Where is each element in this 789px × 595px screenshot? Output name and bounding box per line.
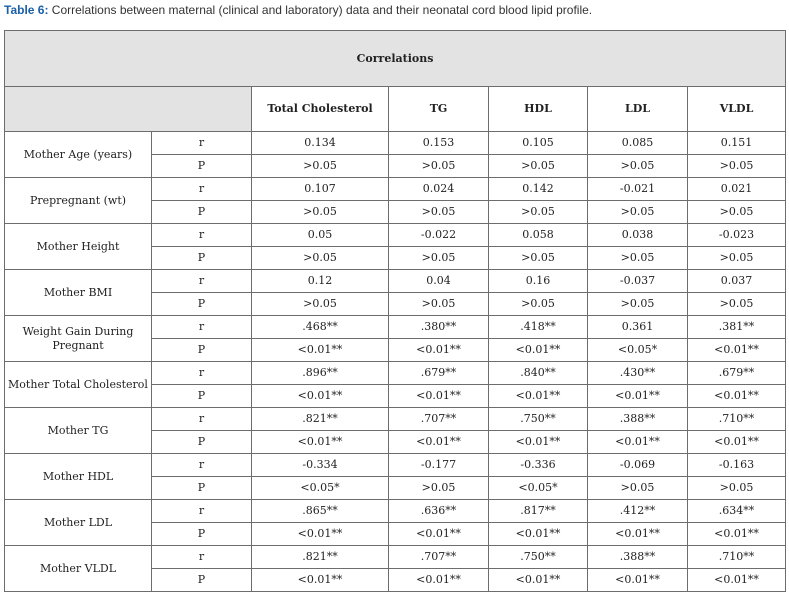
variable-name: Mother LDL [5, 500, 152, 546]
stat-label-p: P [152, 569, 252, 592]
p-value-cell: <0.01** [688, 385, 786, 408]
r-value-cell: 0.107 [252, 178, 389, 201]
correlations-table [4, 30, 786, 592]
r-value-cell: 0.037 [688, 270, 786, 293]
p-value-cell: <0.01** [489, 523, 588, 546]
p-value-cell: <0.01** [389, 523, 489, 546]
r-value-cell: 0.085 [588, 132, 688, 155]
p-value-cell: <0.01** [252, 339, 389, 362]
stat-label-r: r [152, 454, 252, 477]
table-row [5, 362, 786, 385]
r-value-cell: -0.037 [588, 270, 688, 293]
stat-label-r: r [152, 132, 252, 155]
p-value-cell: >0.05 [688, 247, 786, 270]
p-value-cell: >0.05 [688, 201, 786, 224]
p-value-cell: <0.01** [252, 569, 389, 592]
p-value-cell: <0.05* [588, 339, 688, 362]
stat-label-r: r [152, 546, 252, 569]
r-value-cell: .412** [588, 500, 688, 523]
r-value-cell: -0.023 [688, 224, 786, 247]
p-value-cell: <0.01** [688, 431, 786, 454]
p-value-cell: >0.05 [588, 155, 688, 178]
r-value-cell: 0.142 [489, 178, 588, 201]
r-value-cell: .388** [588, 546, 688, 569]
p-value-cell: <0.01** [252, 523, 389, 546]
p-value-cell: >0.05 [252, 201, 389, 224]
p-value-cell: <0.01** [688, 523, 786, 546]
p-value-cell: >0.05 [489, 247, 588, 270]
r-value-cell: .707** [389, 546, 489, 569]
stat-label-p: P [152, 293, 252, 316]
table-title: Correlations [5, 31, 786, 87]
r-value-cell: .636** [389, 500, 489, 523]
p-value-cell: <0.01** [489, 385, 588, 408]
r-value-cell: .821** [252, 546, 389, 569]
r-value-cell: .817** [489, 500, 588, 523]
stat-label-r: r [152, 362, 252, 385]
p-value-cell: >0.05 [489, 293, 588, 316]
table-row [5, 500, 786, 523]
r-value-cell: .430** [588, 362, 688, 385]
r-value-cell: .821** [252, 408, 389, 431]
table-caption [4, 3, 592, 17]
p-value-cell: <0.01** [489, 339, 588, 362]
p-value-cell: >0.05 [489, 201, 588, 224]
column-header: LDL [588, 87, 688, 132]
r-value-cell: 0.12 [252, 270, 389, 293]
r-value-cell: 0.058 [489, 224, 588, 247]
p-value-cell: <0.01** [252, 385, 389, 408]
table-row [5, 408, 786, 431]
p-value-cell: <0.05* [252, 477, 389, 500]
p-value-cell: >0.05 [688, 293, 786, 316]
r-value-cell: 0.134 [252, 132, 389, 155]
variable-name: Mother Age (years) [5, 132, 152, 178]
r-value-cell: -0.336 [489, 454, 588, 477]
p-value-cell: >0.05 [588, 293, 688, 316]
stat-label-p: P [152, 247, 252, 270]
p-value-cell: >0.05 [252, 293, 389, 316]
r-value-cell: .710** [688, 408, 786, 431]
variable-name: Mother Height [5, 224, 152, 270]
stat-label-p: P [152, 385, 252, 408]
p-value-cell: <0.01** [389, 339, 489, 362]
r-value-cell: .388** [588, 408, 688, 431]
p-value-cell: >0.05 [588, 201, 688, 224]
stat-label-p: P [152, 201, 252, 224]
r-value-cell: .750** [489, 546, 588, 569]
p-value-cell: <0.01** [688, 339, 786, 362]
p-value-cell: <0.01** [389, 431, 489, 454]
p-value-cell: >0.05 [389, 247, 489, 270]
p-value-cell: >0.05 [389, 155, 489, 178]
r-value-cell: .679** [389, 362, 489, 385]
r-value-cell: .896** [252, 362, 389, 385]
table-row [5, 270, 786, 293]
stat-label-p: P [152, 477, 252, 500]
p-value-cell: <0.01** [489, 569, 588, 592]
r-value-cell: 0.038 [588, 224, 688, 247]
p-value-cell: >0.05 [389, 293, 489, 316]
p-value-cell: <0.01** [588, 569, 688, 592]
column-header: Total Cholesterol [252, 87, 389, 132]
p-value-cell: >0.05 [489, 155, 588, 178]
stat-label-p: P [152, 155, 252, 178]
r-value-cell: -0.021 [588, 178, 688, 201]
p-value-cell: >0.05 [252, 155, 389, 178]
variable-name: Mother BMI [5, 270, 152, 316]
p-value-cell: <0.01** [588, 431, 688, 454]
p-value-cell: <0.01** [588, 385, 688, 408]
p-value-cell: <0.01** [588, 523, 688, 546]
variable-name: Prepregnant (wt) [5, 178, 152, 224]
r-value-cell: -0.334 [252, 454, 389, 477]
stat-label-r: r [152, 408, 252, 431]
r-value-cell: 0.16 [489, 270, 588, 293]
r-value-cell: -0.022 [389, 224, 489, 247]
r-value-cell: 0.361 [588, 316, 688, 339]
r-value-cell: .707** [389, 408, 489, 431]
p-value-cell: >0.05 [389, 201, 489, 224]
r-value-cell: 0.153 [389, 132, 489, 155]
r-value-cell: .634** [688, 500, 786, 523]
p-value-cell: >0.05 [688, 477, 786, 500]
p-value-cell: <0.01** [389, 569, 489, 592]
variable-name: Weight Gain During Pregnant [5, 316, 152, 362]
r-value-cell: -0.163 [688, 454, 786, 477]
stat-label-p: P [152, 431, 252, 454]
stat-label-p: P [152, 339, 252, 362]
table-row [5, 224, 786, 247]
variable-name: Mother VLDL [5, 546, 152, 592]
r-value-cell: 0.105 [489, 132, 588, 155]
column-header: HDL [489, 87, 588, 132]
p-value-cell: <0.01** [389, 385, 489, 408]
stat-label-r: r [152, 224, 252, 247]
variable-name: Mother HDL [5, 454, 152, 500]
table-caption-label: Table 6: [4, 3, 49, 17]
r-value-cell: .840** [489, 362, 588, 385]
table-row [5, 132, 786, 155]
r-value-cell: .381** [688, 316, 786, 339]
table-row [5, 546, 786, 569]
r-value-cell: 0.04 [389, 270, 489, 293]
p-value-cell: >0.05 [389, 477, 489, 500]
r-value-cell: .468** [252, 316, 389, 339]
p-value-cell: >0.05 [688, 155, 786, 178]
p-value-cell: >0.05 [588, 477, 688, 500]
p-value-cell: <0.01** [489, 431, 588, 454]
table-caption-text: Correlations between maternal (clinical and laboratory) data and their neonatal cord blood lipid profile. [48, 3, 593, 17]
p-value-cell: <0.05* [489, 477, 588, 500]
column-header: VLDL [688, 87, 786, 132]
header-blank-cell [5, 87, 252, 132]
stat-label-r: r [152, 270, 252, 293]
variable-name: Mother TG [5, 408, 152, 454]
p-value-cell: <0.01** [688, 569, 786, 592]
r-value-cell: 0.151 [688, 132, 786, 155]
r-value-cell: .679** [688, 362, 786, 385]
column-header: TG [389, 87, 489, 132]
r-value-cell: .380** [389, 316, 489, 339]
r-value-cell: .418** [489, 316, 588, 339]
table-row [5, 178, 786, 201]
p-value-cell: <0.01** [252, 431, 389, 454]
r-value-cell: -0.069 [588, 454, 688, 477]
stat-label-r: r [152, 178, 252, 201]
variable-name: Mother Total Cholesterol [5, 362, 152, 408]
r-value-cell: 0.05 [252, 224, 389, 247]
r-value-cell: .750** [489, 408, 588, 431]
r-value-cell: .865** [252, 500, 389, 523]
stat-label-p: P [152, 523, 252, 546]
r-value-cell: 0.021 [688, 178, 786, 201]
r-value-cell: 0.024 [389, 178, 489, 201]
r-value-cell: .710** [688, 546, 786, 569]
r-value-cell: -0.177 [389, 454, 489, 477]
p-value-cell: >0.05 [588, 247, 688, 270]
stat-label-r: r [152, 500, 252, 523]
table-row [5, 454, 786, 477]
p-value-cell: >0.05 [252, 247, 389, 270]
stat-label-r: r [152, 316, 252, 339]
table-row [5, 316, 786, 339]
